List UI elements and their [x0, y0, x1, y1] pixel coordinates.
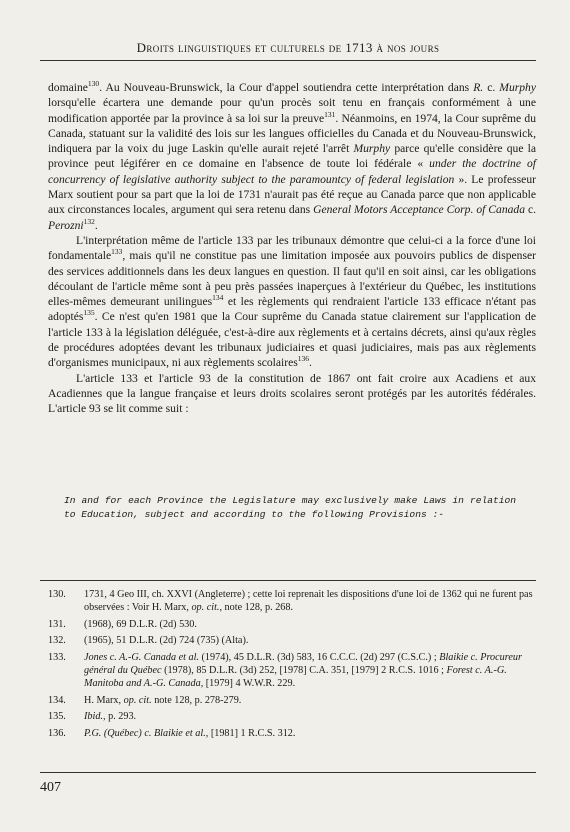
- text-run: parce qu'elle considère que la province peut légiférer en ce domaine en l'absence de toute loi fédérale «: [48, 142, 536, 171]
- footnote-number: 131.: [48, 618, 66, 630]
- footnote: [40, 635, 536, 648]
- page-number: 407: [40, 780, 61, 795]
- italic-text: Perozni: [48, 218, 84, 232]
- footnote-ref: 135: [83, 308, 95, 318]
- text-run: . Au Nouveau-Brunswick, la Cour d'appel soutiendra cette interprétation dans: [99, 81, 474, 94]
- paragraph: [48, 371, 536, 417]
- footnote-number: 135.: [48, 711, 66, 723]
- italic-text: Blaikie c. Procureur général du Québec: [84, 652, 522, 676]
- footnote-ref: 134: [212, 293, 224, 303]
- footnote-text: [84, 695, 536, 708]
- text-run: (1968), 69 D.L.R. (2d) 530.: [84, 618, 197, 630]
- footnote: [40, 695, 536, 708]
- paragraph: [48, 233, 536, 371]
- footnote-text: [84, 619, 536, 632]
- italic-text: Ibid.: [84, 711, 103, 723]
- footnote-ref: 131: [324, 109, 336, 119]
- text-run: note 128, p. 278-279.: [151, 694, 242, 706]
- footnote-text: [84, 711, 536, 724]
- text-run: , p. 293.: [102, 711, 137, 723]
- footer-rule: [40, 772, 536, 773]
- text-run: ». Le professeur Marx soutient pour sa part que la loi de 1731 n'aurait pas été reçue au Canada parce que non applicable aux circonstances locales, argument qui sera retenu dans: [48, 172, 536, 217]
- footnote-number: 134.: [48, 694, 66, 706]
- footnote: [40, 619, 536, 632]
- text-run: H. Marx,: [84, 694, 124, 706]
- text-run: .: [309, 356, 312, 370]
- footnote-number: 133.: [48, 652, 66, 664]
- text-run: (1974), 45 D.L.R. (3d) 583, 16 C.C.C. (2d) 297 (C.S.C.) ;: [198, 652, 440, 664]
- text-run: et les règlements qui rendraient l'article 133 efficace n'étant pas adoptés: [48, 295, 536, 324]
- footnote-ref: 133: [111, 247, 123, 257]
- footnote-number: 132.: [48, 635, 66, 647]
- italic-text: R.: [473, 81, 484, 94]
- paragraph: [48, 80, 536, 233]
- text-run: lorsqu'elle écartera une demande pour qu'un procès soit tenu en français conformément à une modification apportée par la province à sa loi sur la preuve: [48, 96, 536, 125]
- footnote-text: [84, 728, 536, 741]
- italic-text: op. cit.: [123, 694, 152, 706]
- italic-text: under the doctrine of concurrency of legislative authority subject to the paramountcy of federal legislation: [48, 157, 536, 186]
- footnote: [40, 728, 536, 741]
- footnote-text: [84, 652, 536, 690]
- italic-text: op. cit.: [191, 601, 220, 613]
- footnotes: [40, 589, 536, 745]
- text-run: , note 128, p. 268.: [219, 601, 294, 613]
- italic-text: Murphy: [499, 81, 536, 94]
- text-run: (1978), 85 D.L.R. (3d) 252, [1978] C.A. 351, [1979] 2 R.C.S. 1016 ;: [161, 664, 447, 676]
- text-run: c.: [483, 81, 500, 94]
- text-run: . Ce n'est qu'en 1981 que la Cour suprême du Canada statue clairement sur l'application de l'article 133 à la législation déléguée, c'est-à-dire aux règlements et à certains décrets, ainsi qu'aux règles de procédures adoptées devant les tribunaux judiciaires et quasi judiciaires, mais pas aux règlements d'organismes municipaux, ni aux règlements scolaires: [48, 310, 536, 370]
- text-run: , [1979] 4 W.W.R. 229.: [200, 677, 296, 689]
- text-run: .: [94, 218, 98, 232]
- footnote-rule: [40, 580, 536, 581]
- running-header: Droits linguistiques et culturels de 1713 à nos jours: [136, 40, 440, 55]
- text-run: domaine: [48, 81, 88, 94]
- text-run: , [1981] 1 R.C.S. 312.: [205, 728, 296, 740]
- footnote: [40, 652, 536, 690]
- text-run: 1731, 4 Geo III, ch. XXVI (Angleterre) ; cette loi reprenait les dispositions d'une loi de 1362 qui ne furent pas observées : Voir H. Marx,: [84, 589, 533, 613]
- text-run: , mais qu'il ne constitue pas une limitation imposée aux pouvoirs publics de dispenser des services additionnels dans les deux langues en question. Il faut qu'il en soit ainsi, car les obligations découlant de l'article même sont à peu près passées inaperçues à l'extérieur du Québec, les institutions elles-mêmes demeurant unilingues: [48, 249, 536, 309]
- body-text: [48, 80, 536, 417]
- italic-text: General Motors Acceptance Corp. of Canada: [313, 203, 526, 217]
- footnote-number: 136.: [48, 728, 66, 740]
- footnote-ref: 132: [83, 216, 95, 226]
- italic-text: Forest c. A.-G. Manitoba and A.-G. Canada: [84, 664, 507, 689]
- footnote-text: [84, 589, 536, 615]
- italic-text: Murphy: [353, 142, 391, 156]
- footnote: [40, 589, 536, 615]
- text-run: L'interprétation même de l'article 133 par les tribunaux démontre que celui-ci a la force d'une loi fondamentale: [48, 233, 536, 263]
- footnote: [40, 711, 536, 724]
- text-run: L'article 133 et l'article 93 de la constitution de 1867 ont fait croire aux Acadiens et aux Acadiennes que la langue française et leurs droits scolaires seront protégés par les autorités fédérales. L'article 93 se lit comme suit :: [48, 371, 536, 416]
- footnote-number: 130.: [48, 589, 66, 600]
- footnote-ref: 136: [297, 354, 310, 364]
- italic-text: Jones c. A.-G. Canada et al.: [84, 652, 199, 664]
- text-run: (1965), 51 D.L.R. (2d) 724 (735) (Alta).: [84, 635, 249, 647]
- block-quote: In and for each Province the Legislature may exclusively make Laws in relation to Education, subject and according to the following Provisions :-: [64, 495, 516, 520]
- italic-text: P.G. (Québec) c. Blaikie et al.: [84, 728, 206, 740]
- text-run: c.: [525, 203, 537, 217]
- header-rule: [40, 60, 536, 61]
- footnote-text: [84, 635, 536, 648]
- footnote-ref: 130: [87, 79, 100, 89]
- text-run: . Néanmoins, en 1974, la Cour suprême du Canada, statuant sur la validité des lois sur les langues officielles du Canada et du Nouveau-Brunswick, indiquera par la voix du juge Laskin qu'elle aurait rejeté l'arrêt: [48, 111, 536, 156]
